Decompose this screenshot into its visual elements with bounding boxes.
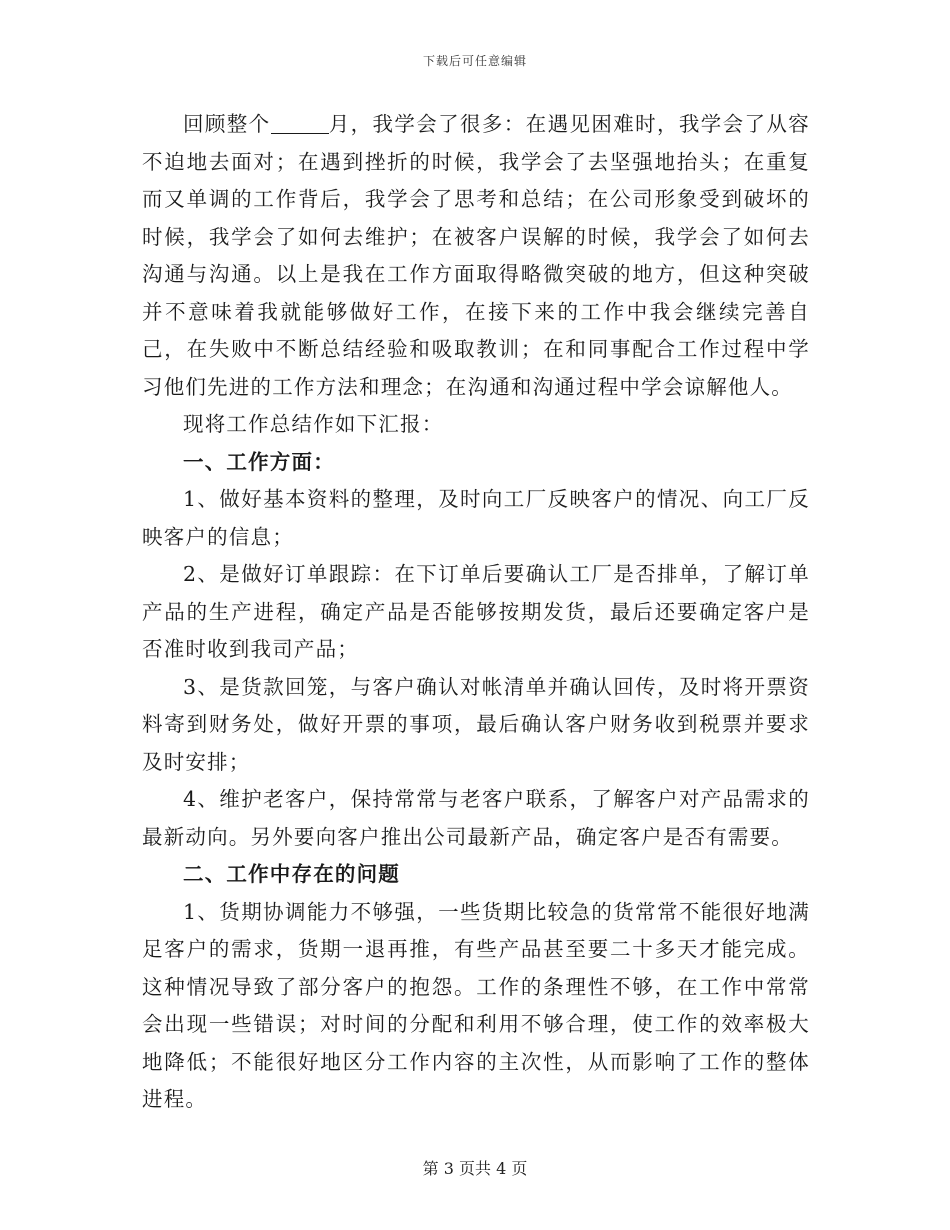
section-heading-problems: 二、工作中存在的问题 [183, 862, 400, 886]
work-item-1: 1、做好基本资料的整理，及时向工厂反映客户的情况、向工厂反映客户的信息； [142, 487, 810, 549]
page-footer: 第 3 页共 4 页 [422, 1159, 528, 1178]
intro-paragraph [142, 106, 810, 406]
intro-text-rest: 月，我学会了很多：在遇见困难时，我学会了从容不迫地去面对；在遇到挫折的时候，我学会了去坚强地抬头；在重复而又单调的工作背后，我学会了思考和总结；在公司形象受到破坏的时候，我学会了如何去维护；在被客户误解的时候，我学会了如何去沟通与沟通。以上是我在工作方面取得略微突破的地方，但这种突破并不意味着我就能够做好工作，在接下来的工作中我会继续完善自己，在失败中不断总结经验和吸取教训；在和同事配合工作过程中学习他们先进的工作方法和理念；在沟通和沟通过程中学会谅解他人。 [142, 112, 810, 399]
document-body [142, 106, 810, 1119]
section-heading-work: 一、工作方面： [183, 449, 335, 474]
work-item-4: 4、维护老客户，保持常常与老客户联系，了解客户对产品需求的最新动向。另外要向客户推出公司最新产品，确定客户是否有需要。 [142, 787, 810, 849]
report-intro-paragraph: 现将工作总结作如下汇报： [183, 412, 444, 436]
page-header: 下载后可任意编辑 [422, 54, 527, 68]
problem-item-1: 1、货期协调能力不够强，一些货期比较急的货常常不能很好地满足客户的需求，货期一退再推，有些产品甚至要二十多天才能完成。这种情况导致了部分客户的抱怨。工作的条理性不够，在工作中常常会出现一些错误；对时间的分配和利用不够合理，使工作的效率极大地降低；不能很好地区分工作内容的主次性，从而影响了工作的整体进程。 [142, 899, 810, 1111]
intro-text-start: 回顾整个 [183, 112, 271, 136]
work-item-2: 2、是做好订单跟踪：在下订单后要确认工厂是否排单，了解订单产品的生产进程，确定产品是否能够按期发货，最后还要确定客户是否准时收到我司产品； [142, 562, 810, 661]
work-item-3: 3、是货款回笼，与客户确认对帐清单并确认回传，及时将开票资料寄到财务处，做好开票的事项，最后确认客户财务收到税票并要求及时安排； [142, 674, 810, 774]
blank-underline [271, 113, 329, 135]
